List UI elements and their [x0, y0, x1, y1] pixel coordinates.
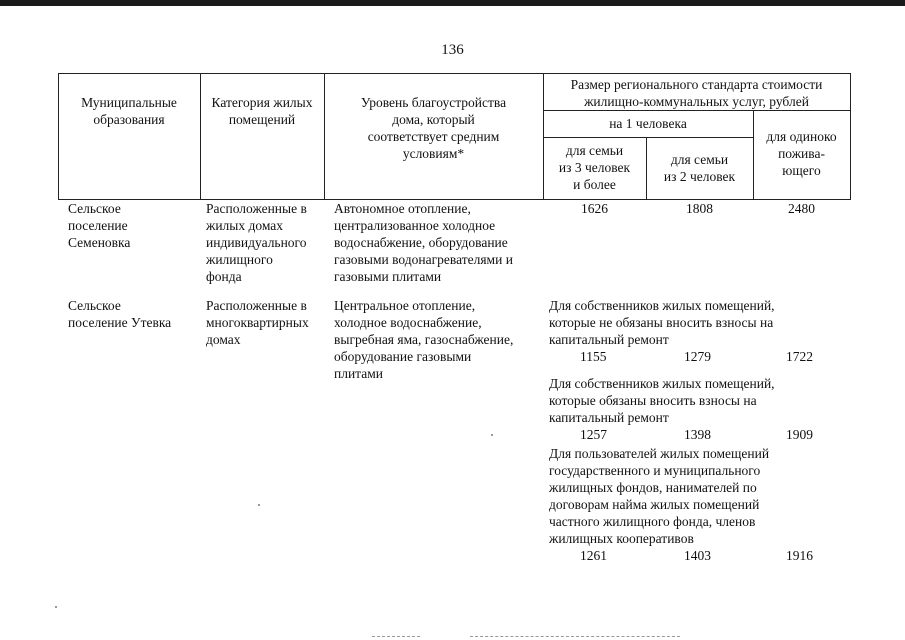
row2-group1-note: Для собственников жилых помещений, которые не обязаны вносить взносы на капитальный ремонт	[549, 298, 775, 347]
header-per-person: на 1 человека	[609, 116, 687, 131]
header-family-2: для семьи из 2 человек	[663, 152, 736, 184]
header-amenities: Уровень благоустройства дома, который соответствует средним условиям*	[360, 95, 507, 161]
row2-group2-value-single: 1909	[786, 427, 813, 442]
row1-value-family-3plus: 1626	[581, 201, 608, 216]
scan-dust	[55, 606, 57, 608]
row2-group3-value-single: 1916	[786, 548, 813, 563]
table-right-border	[850, 73, 851, 200]
scan-top-border	[0, 0, 905, 6]
header-category: Категория жилых помещений	[211, 95, 313, 127]
row1-amenities: Автономное отопление, централизованное холодное водоснабжение, оборудование газовыми водонагревателями и газовыми плитами	[334, 201, 513, 284]
row1-municipality: Сельское поселение Семеновка	[68, 201, 131, 250]
row2-group1-value-family-3plus: 1155	[580, 349, 607, 364]
scan-footer-line	[470, 636, 680, 638]
group-header-divider	[543, 110, 850, 111]
scan-footer-mark	[372, 636, 420, 638]
row1-value-family-2: 1808	[686, 201, 713, 216]
row2-group3-value-family-3plus: 1261	[580, 548, 607, 563]
row2-group1-value-family-2: 1279	[684, 349, 711, 364]
row1-value-single: 2480	[788, 201, 815, 216]
row2-group2-value-family-3plus: 1257	[580, 427, 607, 442]
scan-dust	[491, 434, 493, 436]
row2-group1-value-single: 1722	[786, 349, 813, 364]
header-municipality: Муниципальные образования	[81, 95, 177, 127]
row2-amenities: Центральное отопление, холодное водоснабжение, выгребная яма, газоснабжение, оборудование газовыми плитами	[334, 298, 514, 381]
header-standard-size: Размер регионального стандарта стоимости жилищно-коммунальных услуг, рублей	[570, 77, 823, 109]
row2-group2-value-family-2: 1398	[684, 427, 711, 442]
row2-category: Расположенные в многоквартирных домах	[206, 298, 309, 347]
row2-group2-note: Для собственников жилых помещений, которые обязаны вносить взносы на капитальный ремонт	[549, 376, 775, 425]
col-divider-1	[200, 73, 201, 200]
scan-dust	[258, 504, 260, 506]
header-single: для одиноко пожива- ющего	[766, 129, 837, 178]
table-left-border	[58, 73, 59, 200]
header-family-3plus: для семьи из 3 человек и более	[558, 143, 631, 192]
row2-group3-note: Для пользователей жилых помещений государственного и муниципального жилищных фондов, нанимателей по договорам найма жилых помещений частного жилищного фонда, членов жилищных кооперативов	[549, 446, 770, 546]
row1-category: Расположенные в жилых домах индивидуального жилищного фонда	[206, 201, 307, 284]
subgroup-header-divider	[543, 137, 753, 138]
row2-group3-value-family-2: 1403	[684, 548, 711, 563]
page-number: 136	[441, 42, 464, 58]
table-top-border	[58, 73, 850, 74]
row2-municipality: Сельское поселение Утевка	[68, 298, 172, 330]
